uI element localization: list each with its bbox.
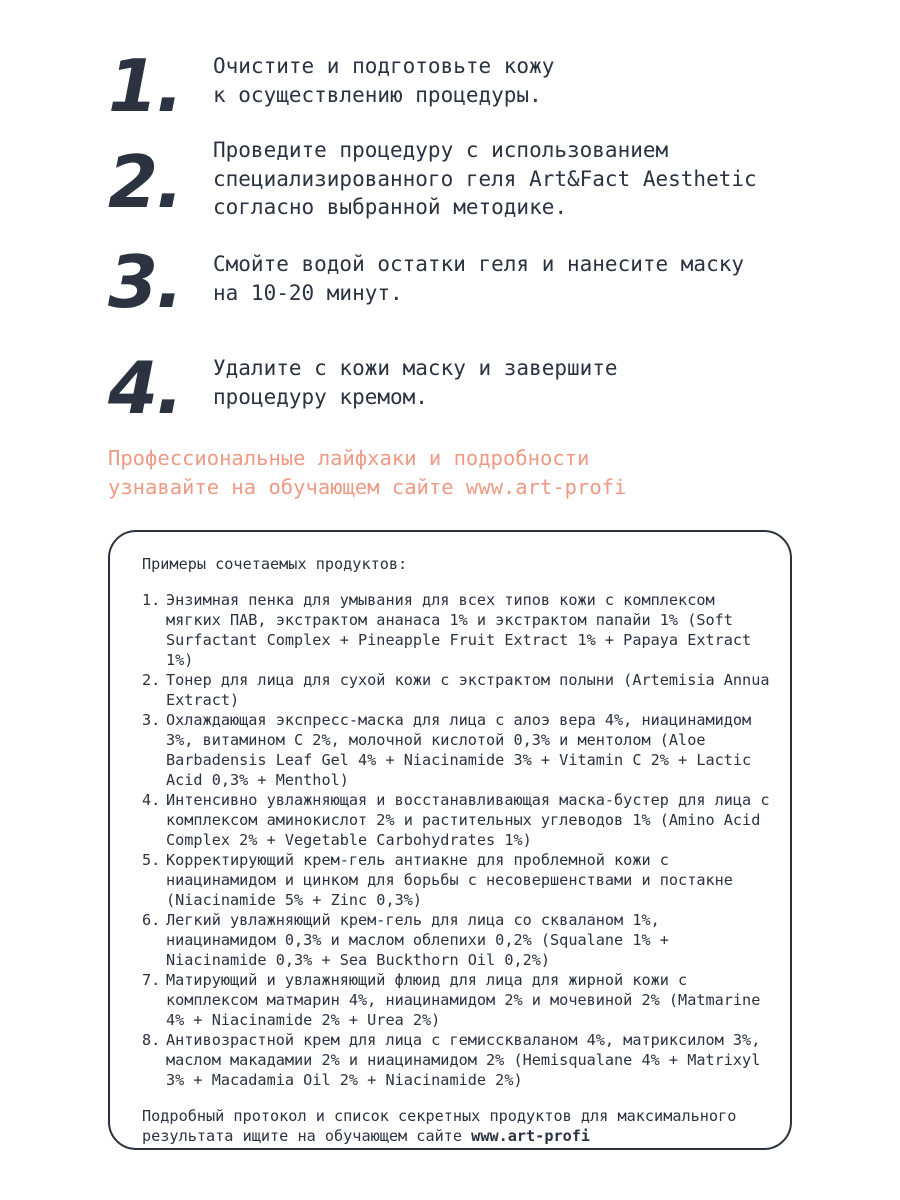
step-number: 1. — [108, 44, 182, 128]
list-item — [142, 1030, 772, 1090]
list-item-number: 3. — [142, 711, 161, 729]
list-item — [142, 910, 772, 970]
products-box-title: Примеры сочетаемых продуктов: — [142, 555, 408, 573]
list-item-number: 2. — [142, 671, 161, 689]
products-box-content — [142, 554, 772, 1146]
products-list — [142, 590, 772, 1090]
list-item-number: 1. — [142, 591, 161, 609]
products-box — [108, 530, 792, 1150]
list-item — [142, 970, 772, 1030]
list-item-text: Охлаждающая экспресс-маска для лица с алоэ вера 4%, ниацинамидом 3%, витамином С 2%, молочной кислотой 0,3% и ментолом (Aloe Barbadensis Leaf Gel 4% + Niacinamide 3% + Vitamin C 2% + Lactic Acid 0,3% + Menthol) — [166, 711, 752, 789]
step-text: Очистите и подготовьте кожу к осуществлению процедуры. — [213, 54, 555, 107]
step-number: 3. — [108, 240, 182, 324]
step-text: Удалите с кожи маску и завершите процедуру кремом. — [213, 356, 618, 409]
list-item-text: Тонер для лица для сухой кожи с экстрактом полыни (Artemisia Annua Extract) — [166, 671, 770, 709]
list-item — [142, 670, 772, 710]
list-item — [142, 710, 772, 790]
list-item — [142, 850, 772, 910]
step-text: Смойте водой остатки геля и нанесите маску на 10-20 минут. — [213, 252, 745, 305]
list-item-number: 4. — [142, 791, 161, 809]
step-number: 2. — [108, 140, 182, 224]
list-item-text: Матирующий и увлажняющий флюид для лица для жирной кожи с комплексом матмарин 4%, ниацинамидом 2% и мочевиной 2% (Matmarine 4% + Niacinamide 2% + Urea 2%) — [166, 971, 761, 1029]
footer-note — [142, 1106, 772, 1146]
list-item-number: 6. — [142, 911, 161, 929]
list-item-text: Легкий увлажняющий крем-гель для лица со скваланом 1%, ниацинамидом 0,3% и маслом облепихи 0,2% (Squalane 1% + Niacinamide 0,3% + Sea Buckthorn Oil 0,2%) — [166, 911, 669, 969]
list-item-text: Интенсивно увлажняющая и восстанавливающая маска-бустер для лица с комплексом аминокислот 2% и растительных углеводов 1% (Amino Acid Complex 2% + Vegetable Carbohydrates 1%) — [166, 791, 770, 849]
list-item-text: Корректирующий крем-гель антиакне для проблемной кожи с ниацинамидом и цинком для борьбы с несовершенствами и постакне (Niacinamide 5% + Zinc 0,3%) — [166, 851, 733, 909]
list-item — [142, 790, 772, 850]
list-item-number: 7. — [142, 971, 161, 989]
step-number: 4. — [108, 346, 182, 430]
list-item-number: 8. — [142, 1031, 161, 1049]
footer-note-text: Подробный протокол и список секретных продуктов для максимального результата ищите на обучающем сайте — [142, 1107, 737, 1145]
list-item-text: Энзимная пенка для умывания для всех типов кожи с комплексом мягких ПАВ, экстрактом ананаса 1% и экстрактом папайи 1% (Soft Surfactant Complex + Pineapple Fruit Extract 1% + Papaya Extract 1%) — [166, 591, 752, 669]
list-item-number: 5. — [142, 851, 161, 869]
list-item-text: Антивозрастной крем для лица с гемисскваланом 4%, матриксилом 3%, маслом макадамии 2% и ниацинамидом 2% (Hemisqualane 4% + Matrixyl 3% + Macadamia Oil 2% + Niacinamide 2%) — [166, 1031, 761, 1089]
footer-site-link: www.art-profi — [471, 1127, 591, 1145]
promo-text: Профессиональные лайфхаки и подробности узнавайте на обучающем сайте www.art-profi — [108, 446, 627, 499]
step-text: Проведите процедуру с использованием специализированного геля Art&Fact Aesthetic согласно выбранной методике. — [213, 138, 757, 219]
list-item — [142, 590, 772, 670]
